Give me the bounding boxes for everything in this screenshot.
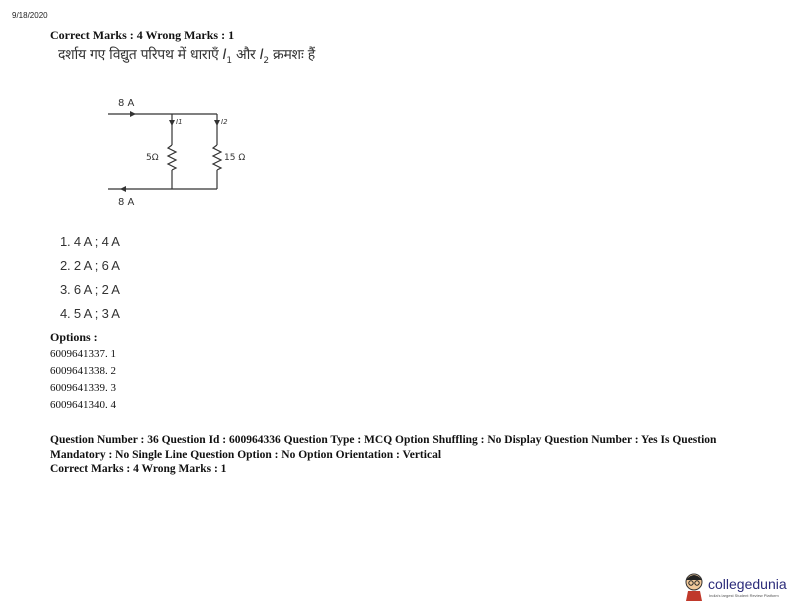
next-question-info: Question Number : 36 Question Id : 600964336 Question Type : MCQ Option Shuffling : No Display Question Number : Yes Is Question Mandatory : No Single Line Question Option : No Option Orientation : Vertical — [50, 434, 717, 461]
option-id-1: 6009641337. 1 — [50, 348, 116, 360]
current-i2-symbol: I — [259, 47, 264, 63]
option-id-4: 6009641340. 4 — [50, 399, 116, 411]
question-text — [58, 45, 315, 66]
resistor2-label: 15 Ω — [224, 153, 246, 163]
logo-name: collegedunia — [708, 576, 787, 592]
current-i1-symbol: I — [222, 47, 227, 63]
print-date: 9/18/2020 — [12, 11, 48, 20]
output-current-label: 8 A — [118, 197, 135, 208]
answer-option-3: 3. 6 A ; 2 A — [60, 282, 120, 297]
branch2-arrow-icon — [214, 120, 220, 126]
circuit-diagram — [100, 90, 270, 215]
question-text-before: दर्शाय गए विद्युत परिपथ में धाराएँ — [58, 47, 223, 63]
option-id-2: 6009641338. 2 — [50, 365, 116, 377]
logo-tagline: India's largest Student Review Platform — [709, 593, 779, 598]
collegedunia-logo — [682, 570, 787, 606]
answer-option-4: 4. 5 A ; 3 A — [60, 306, 120, 321]
marks-line-top: Correct Marks : 4 Wrong Marks : 1 — [50, 28, 235, 42]
current-i1-subscript: 1 — [226, 55, 232, 66]
branch1-arrow-icon — [169, 120, 175, 126]
current-i2-subscript: 2 — [263, 55, 269, 66]
branch1-current-label: I1 — [176, 118, 183, 126]
options-heading: Options : — [50, 330, 98, 344]
answer-option-2: 2. 2 A ; 6 A — [60, 258, 120, 273]
mascot-icon — [682, 572, 706, 602]
answer-option-1: 1. 4 A ; 4 A — [60, 234, 120, 249]
resistor1-label: 5Ω — [146, 153, 159, 163]
input-current-label: 8 A — [118, 98, 135, 109]
question-text-after: क्रमशः हैं — [268, 47, 315, 63]
option-id-3: 6009641339. 3 — [50, 382, 116, 394]
branch2-current-label: I2 — [221, 118, 228, 126]
question-text-mid: और — [231, 47, 260, 63]
input-arrow-icon — [130, 111, 136, 117]
marks-line-bottom: Correct Marks : 4 Wrong Marks : 1 — [50, 463, 227, 475]
output-arrow-icon — [120, 186, 126, 192]
